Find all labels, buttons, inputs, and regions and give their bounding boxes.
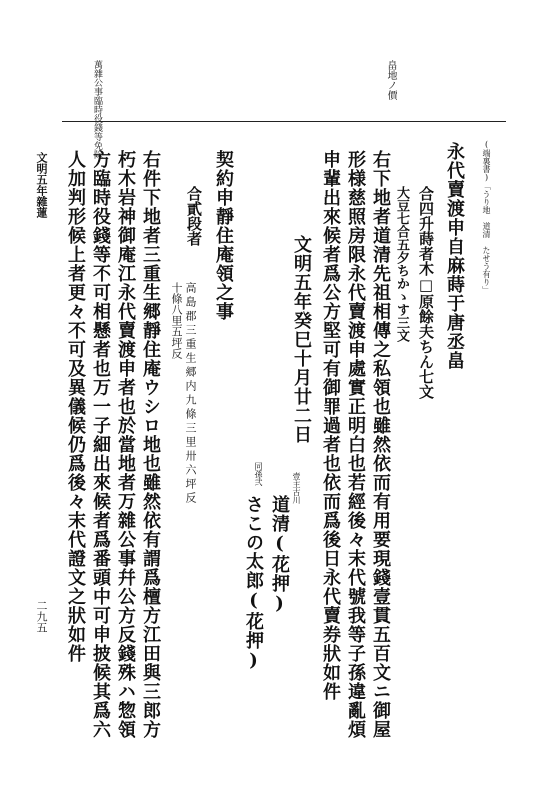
doc1-title: 永代賣渡申自麻蒔于唐丞畠 [444,142,465,370]
doc1-body-line-2: 形様慈照房限永代賣渡申處實正明白也若經後々末代號我等子孫違亂煩 [345,150,366,739]
doc2-amount: 合貳段者 [185,186,203,246]
doc1-signer1-note: 壹主古川 [292,472,301,504]
doc1-signer2-note: 同孫弐 [254,462,263,486]
doc2-title: 契約申靜住庵領之事 [213,150,234,321]
doc1-date: 文明五年癸巳十月廿二日 [291,235,312,444]
doc1-signer1: 道清(花押) [269,495,290,615]
page-number: 二九五 [35,600,48,633]
doc1-signer2: さこの太郎(花押) [243,495,264,672]
running-title: 文明五年雜蓮 [35,152,48,218]
header-rule [62,121,506,122]
doc1-line-a: 合四升蒔者木□原餘夫ちん七文 [417,186,435,399]
section-header: 畠地ノ價 [385,60,396,100]
doc2-location: 高島郡三重生郷内九條三里卅六坪反 [184,282,197,506]
margin-note: 萬雜公事臨時役錢等免除 [92,60,102,159]
doc2-body-line-2: 朽木岩神御庵江永代賣渡申者也於當地者万雜公事幷公方反錢殊ハ惣領 [115,150,136,739]
doc1-line-b: 大豆七合五夕ちかゝす三文 [394,186,409,342]
doc2-body-line-4: 人加判形候上者更々不可及異儀候仍爲後々末代證文之狀如件 [65,150,86,663]
doc2-body-line-3: 方臨時役錢等不可相懸者也万一子細出來候者爲番頭中可申披候其爲六 [90,150,111,739]
doc2-body-line-1: 右件下地者三重生郷靜住庵ウシロ地也雖然依有謂爲檀方江田與三郎方 [140,150,161,739]
doc1-body-line-3: 申輩出來候者爲公方堅可有御罪過者也依而爲後日永代賣券狀如件 [320,150,341,701]
endorsement-note: (端裏書)「うり地 道清 たせう有り」 [482,140,491,294]
doc2-location-2: 十條八里五坪反 [170,282,183,359]
doc1-body-line-1: 右下地者道清先祖相傳之私領也雖然依而有用要現錢壹貫五百文ニ御屋 [370,150,391,739]
